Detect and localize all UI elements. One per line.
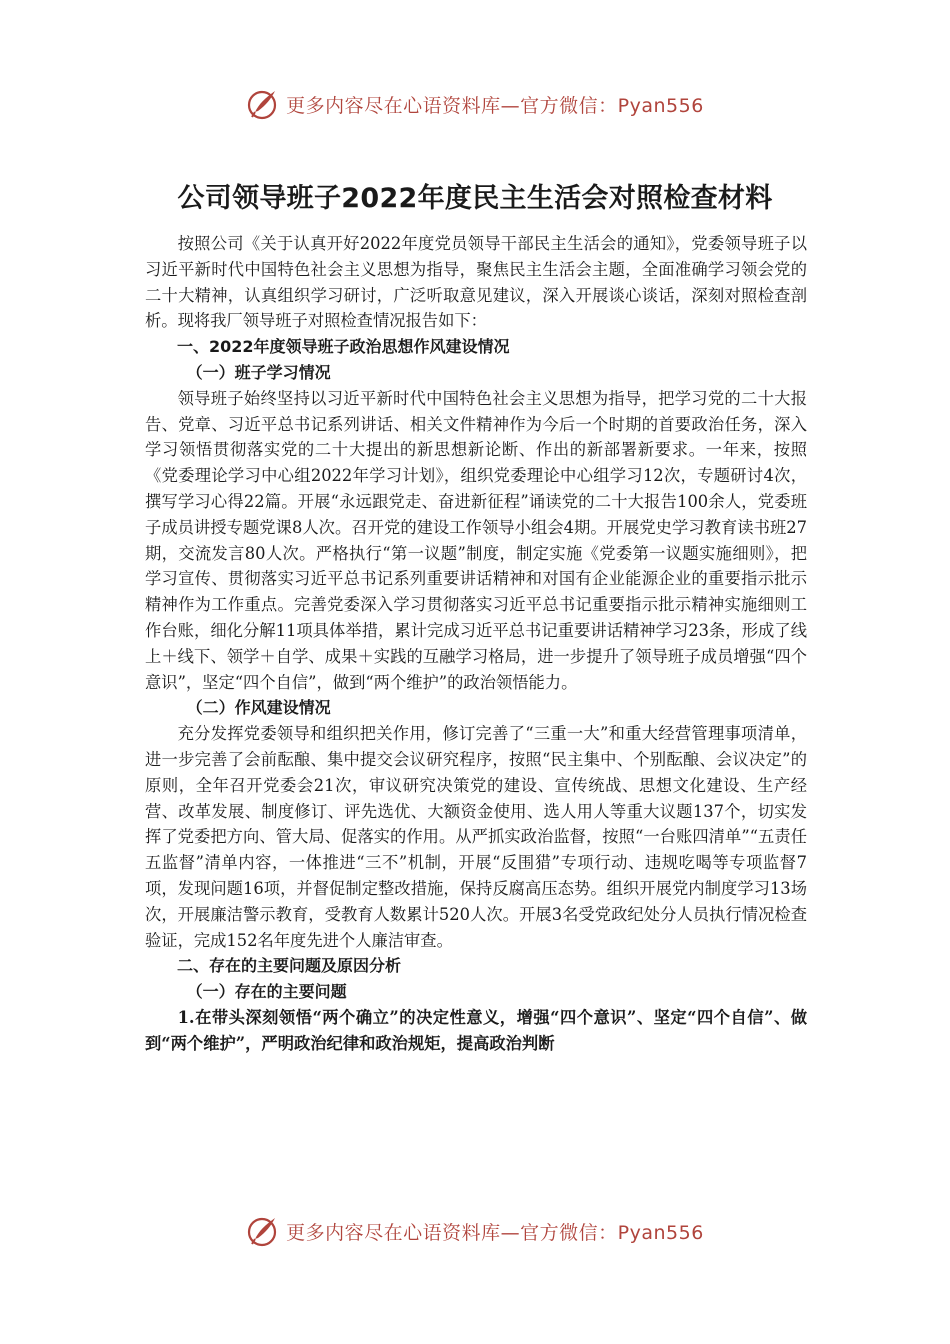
quill-logo-icon [246, 87, 280, 121]
section-2-point-1: 1.在带头深刻领悟“两个确立”的决定性意义，增强“四个意识”、坚定“四个自信”、做到“两个维护”，严明政治纪律和政治规矩，提高政治判断 [145, 1007, 807, 1053]
intro-paragraph: 按照公司《关于认真开好2022年度党员领导干部民主生活会的通知》，党委领导班子以习近平新时代中国特色社会主义思想为指导，聚焦民主生活会主题，全面准确学习领会党的二十大精神，认真组织学习研讨，广泛听取意见建议，深入开展谈心谈话，深刻对照检查剖析。现将我厂领导班子对照检查情况报告如下： [145, 234, 807, 331]
section-2-heading: 二、存在的主要问题及原因分析 [177, 956, 402, 976]
section-1-sub-2-heading: （二）作风建设情况 [186, 698, 331, 718]
document-title: 公司领导班子2022年度民主生活会对照检查材料 [177, 183, 773, 214]
section-1-heading: 一、2022年度领导班子政治思想作风建设情况 [177, 337, 510, 357]
section-2-sub-1-heading: （一）存在的主要问题 [186, 982, 347, 1002]
section-1-sub-2-paragraph: 充分发挥党委领导和组织把关作用，修订完善了“三重一大”和重大经营管理事项清单，进一步完善了会前酝酿、集中提交会议研究程序，按照“民主集中、个别酝酿、会议决定”的原则，全年召开党委会21次，审议研究决策党的建设、宣传统战、思想文化建设、生产经营、改革发展、制度修订、评先选优、大额资金使用、选人用人等重大议题137个，切实发挥了党委把方向、管大局、促落实的作用。从严抓实政治监督，按照“一台账四清单”“五责任五监督”清单内容，一体推进“三不”机制，开展“反围猎”专项行动、违规吃喝等专项监督7项，发现问题16项，并督促制定整改措施，保持反腐高压态势。组织开展党内制度学习13场次，开展廉洁警示教育，受教育人数累计520人次。开展3名受党政纪处分人员执行情况检查验证，完成152名年度先进个人廉洁审查。 [145, 724, 807, 950]
banner-text: 更多内容尽在心语资料库—官方微信：Pyan556 [286, 94, 704, 117]
watermark-banner-bottom [0, 1213, 950, 1249]
section-1-sub-1-heading: （一）班子学习情况 [186, 362, 331, 382]
section-1-sub-1-paragraph: 领导班子始终坚持以习近平新时代中国特色社会主义思想为指导，把学习党的二十大报告、党章、习近平总书记系列讲话、相关文件精神作为今后一个时期的首要政治任务，深入学习领悟贯彻落实党的二十大提出的新思想新论断、作出的新部署新要求。一年来，按照《党委理论学习中心组2022年学习计划》，组织党委理论中心组学习12次，专题研讨4次，撰写学习心得22篇。开展“永远跟党走、奋进新征程”诵读党的二十大报告100余人，党委班子成员讲授专题党课8人次。召开党的建设工作领导小组会4期。开展党史学习教育读书班27期，交流发言80人次。严格执行“第一议题”制度，制定实施《党委第一议题实施细则》，把学习宣传、贯彻落实习近平总书记系列重要讲话精神和对国有企业能源企业的重要指示批示精神作为工作重点。完善党委深入学习贯彻落实习近平总书记重要指示批示精神实施细则工作台账，细化分解11项具体举措，累计完成习近平总书记重要讲话精神学习23条，形成了线上＋线下、领学＋自学、成果＋实践的互融学习格局，进一步提升了领导班子成员增强“四个意识”，坚定“四个自信”，做到“两个维护”的政治领悟能力。 [145, 388, 807, 692]
document-body [145, 231, 807, 1057]
watermark-banner-top [0, 86, 950, 122]
banner-text: 更多内容尽在心语资料库—官方微信：Pyan556 [286, 1221, 704, 1244]
quill-logo-icon [246, 1214, 280, 1248]
